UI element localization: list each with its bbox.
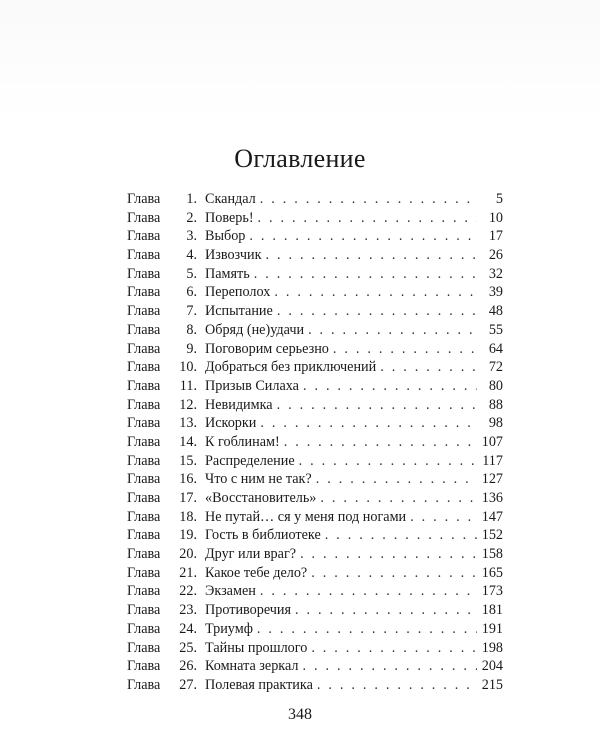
dot-leader bbox=[284, 433, 477, 452]
toc-entry bbox=[127, 452, 503, 471]
chapter-number: 12. bbox=[179, 396, 197, 413]
chapter-label: Глава bbox=[127, 265, 161, 282]
chapter-label: Глава bbox=[127, 452, 161, 469]
chapter-page: 152 bbox=[481, 527, 503, 544]
dot-leader bbox=[316, 470, 477, 489]
chapter-title: Память bbox=[205, 265, 250, 282]
chapter-label: Глава bbox=[127, 303, 161, 320]
chapter-page: 17 bbox=[488, 228, 503, 245]
chapter-page: 48 bbox=[488, 303, 503, 320]
chapter-title: Поговорим серьезно bbox=[205, 340, 329, 357]
chapter-title: Какое тебе дело? bbox=[205, 564, 308, 581]
chapter-number: 8. bbox=[186, 321, 197, 338]
chapter-label: Глава bbox=[127, 508, 161, 525]
toc-entry bbox=[127, 526, 503, 545]
toc-entry bbox=[127, 283, 503, 302]
chapter-number: 26. bbox=[179, 658, 197, 675]
toc-title: Оглавление bbox=[234, 144, 366, 173]
chapter-number: 10. bbox=[179, 359, 197, 376]
dot-leader bbox=[257, 620, 477, 639]
chapter-number: 19. bbox=[179, 527, 197, 544]
dot-leader bbox=[302, 657, 477, 676]
dot-leader bbox=[333, 340, 477, 359]
dot-leader bbox=[299, 452, 477, 471]
chapter-page: 39 bbox=[488, 284, 503, 301]
dot-leader bbox=[380, 358, 477, 377]
dot-leader bbox=[277, 396, 477, 415]
chapter-label: Глава bbox=[127, 639, 161, 656]
toc-entry bbox=[127, 601, 503, 620]
chapter-title: Поверь! bbox=[205, 209, 254, 226]
chapter-page: 64 bbox=[488, 340, 503, 357]
chapter-number: 17. bbox=[179, 490, 197, 506]
show-through-bleed bbox=[0, 0, 600, 120]
toc-entry bbox=[127, 302, 503, 321]
chapter-page: 5 bbox=[495, 191, 503, 207]
chapter-title: Выбор bbox=[205, 228, 246, 245]
chapter-title: Искорки bbox=[205, 415, 257, 432]
chapter-title: Тайны прошлого bbox=[205, 639, 308, 656]
chapter-label: Глава bbox=[127, 602, 161, 619]
chapter-number: 22. bbox=[179, 583, 197, 600]
chapter-label: Глава bbox=[127, 340, 161, 357]
dot-leader bbox=[295, 601, 477, 620]
chapter-title: Призыв Силаха bbox=[205, 377, 299, 394]
toc-entry bbox=[127, 433, 503, 452]
chapter-number: 7. bbox=[186, 303, 197, 320]
chapter-page: 98 bbox=[488, 415, 503, 432]
chapter-title: Распределение bbox=[205, 452, 295, 469]
chapter-number: 5. bbox=[186, 265, 197, 282]
chapter-page: 158 bbox=[481, 546, 503, 563]
chapter-number: 2. bbox=[186, 209, 197, 226]
chapter-number: 14. bbox=[179, 433, 197, 450]
chapter-title: Противоречия bbox=[205, 602, 292, 619]
chapter-label: Глава bbox=[127, 396, 161, 413]
dot-leader bbox=[277, 302, 477, 321]
toc-entry bbox=[127, 246, 503, 265]
chapter-title: Невидимка bbox=[205, 396, 273, 413]
chapter-title: Триумф bbox=[205, 620, 253, 637]
dot-leader bbox=[266, 246, 478, 265]
chapter-number: 24. bbox=[179, 620, 197, 637]
chapter-label: Глава bbox=[127, 527, 161, 544]
chapter-title: Переполох bbox=[205, 284, 271, 301]
chapter-title: Что с ним не так? bbox=[205, 471, 312, 488]
dot-leader bbox=[274, 283, 477, 302]
chapter-label: Глава bbox=[127, 433, 161, 450]
chapter-page: 10 bbox=[488, 209, 503, 226]
toc-entry bbox=[127, 564, 503, 583]
toc-entry bbox=[127, 508, 503, 527]
chapter-page: 173 bbox=[481, 583, 503, 600]
chapter-page: 117 bbox=[482, 452, 503, 469]
chapter-page: 136 bbox=[481, 490, 503, 506]
dot-leader bbox=[317, 676, 477, 695]
toc-entry bbox=[127, 470, 503, 489]
chapter-number: 3. bbox=[186, 228, 197, 245]
chapter-title: Испытание bbox=[205, 303, 273, 320]
chapter-page: 127 bbox=[481, 471, 503, 488]
chapter-title: К гоблинам! bbox=[205, 433, 280, 450]
chapter-page: 204 bbox=[481, 658, 503, 675]
chapter-title: Добраться без приключений bbox=[205, 359, 377, 376]
chapter-label: Глава bbox=[127, 359, 161, 376]
toc-entry bbox=[127, 620, 503, 639]
toc-entry bbox=[127, 321, 503, 340]
chapter-label: Глава bbox=[127, 228, 161, 245]
toc-entry bbox=[127, 377, 503, 396]
chapter-number: 4. bbox=[186, 247, 197, 264]
dot-leader bbox=[303, 377, 477, 396]
chapter-number: 18. bbox=[179, 508, 197, 525]
dot-leader bbox=[325, 526, 477, 545]
chapter-page: 72 bbox=[488, 359, 503, 376]
chapter-title: «Восстановитель» bbox=[205, 490, 317, 506]
chapter-number: 9. bbox=[186, 340, 197, 357]
toc-entry bbox=[127, 340, 503, 359]
chapter-title: Экзамен bbox=[205, 583, 256, 600]
chapter-label: Глава bbox=[127, 284, 161, 301]
toc-entry bbox=[127, 358, 503, 377]
dot-leader bbox=[260, 582, 477, 601]
chapter-number: 15. bbox=[179, 452, 197, 469]
chapter-page: 198 bbox=[481, 639, 503, 656]
chapter-label: Глава bbox=[127, 415, 161, 432]
chapter-label: Глава bbox=[127, 321, 161, 338]
dot-leader bbox=[320, 489, 477, 508]
chapter-label: Глава bbox=[127, 490, 161, 506]
toc-entry bbox=[127, 209, 503, 228]
chapter-number: 6. bbox=[186, 284, 197, 301]
chapter-number: 11. bbox=[179, 377, 197, 394]
chapter-page: 107 bbox=[481, 433, 503, 450]
chapter-title: Не путай… ся у меня под ногами bbox=[205, 508, 407, 525]
chapter-label: Глава bbox=[127, 676, 161, 693]
dot-leader bbox=[410, 508, 477, 527]
dot-leader bbox=[308, 321, 477, 340]
toc-entry bbox=[127, 657, 503, 676]
chapter-title: Гость в библиотеке bbox=[205, 527, 321, 544]
chapter-page: 80 bbox=[488, 377, 503, 394]
dot-leader bbox=[311, 639, 477, 658]
chapter-label: Глава bbox=[127, 209, 161, 226]
chapter-label: Глава bbox=[127, 191, 161, 207]
toc-entry bbox=[127, 227, 503, 246]
toc-entry bbox=[127, 414, 503, 433]
dot-leader bbox=[249, 227, 477, 246]
chapter-page: 26 bbox=[488, 247, 503, 264]
chapter-number: 1. bbox=[186, 191, 197, 207]
chapter-label: Глава bbox=[127, 377, 161, 394]
dot-leader bbox=[260, 190, 477, 209]
chapter-label: Глава bbox=[127, 546, 161, 563]
dot-leader bbox=[260, 414, 477, 433]
chapter-page: 32 bbox=[488, 265, 503, 282]
toc-entry bbox=[127, 489, 503, 508]
chapter-title: Друг или враг? bbox=[205, 546, 297, 563]
chapter-page: 147 bbox=[481, 508, 503, 525]
toc-entry bbox=[127, 639, 503, 658]
toc-entry bbox=[127, 396, 503, 415]
dot-leader bbox=[300, 545, 477, 564]
chapter-label: Глава bbox=[127, 583, 161, 600]
chapter-label: Глава bbox=[127, 658, 161, 675]
chapter-title: Обряд (не)удачи bbox=[205, 321, 305, 338]
chapter-number: 23. bbox=[179, 602, 197, 619]
chapter-page: 88 bbox=[488, 396, 503, 413]
chapter-title: Извозчик bbox=[205, 247, 262, 264]
toc-entry bbox=[127, 676, 503, 695]
chapter-title: Скандал bbox=[205, 191, 256, 207]
chapter-number: 13. bbox=[179, 415, 197, 432]
chapter-label: Глава bbox=[127, 247, 161, 264]
toc-entry bbox=[127, 265, 503, 284]
toc-entry bbox=[127, 190, 503, 209]
chapter-number: 16. bbox=[179, 471, 197, 488]
dot-leader bbox=[311, 564, 477, 583]
chapter-label: Глава bbox=[127, 564, 161, 581]
dot-leader bbox=[254, 265, 477, 284]
chapter-title: Полевая практика bbox=[205, 676, 313, 693]
chapter-page: 215 bbox=[481, 676, 503, 693]
chapter-label: Глава bbox=[127, 620, 161, 637]
chapter-title: Комната зеркал bbox=[205, 658, 299, 675]
chapter-number: 20. bbox=[179, 546, 197, 563]
chapter-page: 191 bbox=[481, 620, 503, 637]
toc-list bbox=[127, 190, 503, 695]
chapter-number: 21. bbox=[179, 564, 197, 581]
chapter-number: 27. bbox=[179, 676, 197, 693]
chapter-page: 181 bbox=[481, 602, 503, 619]
toc-entry bbox=[127, 582, 503, 601]
page-number: 348 bbox=[288, 706, 312, 723]
chapter-number: 25. bbox=[179, 639, 197, 656]
chapter-page: 55 bbox=[488, 321, 503, 338]
dot-leader bbox=[258, 209, 477, 228]
chapter-page: 165 bbox=[481, 564, 503, 581]
chapter-label: Глава bbox=[127, 471, 161, 488]
toc-entry bbox=[127, 545, 503, 564]
